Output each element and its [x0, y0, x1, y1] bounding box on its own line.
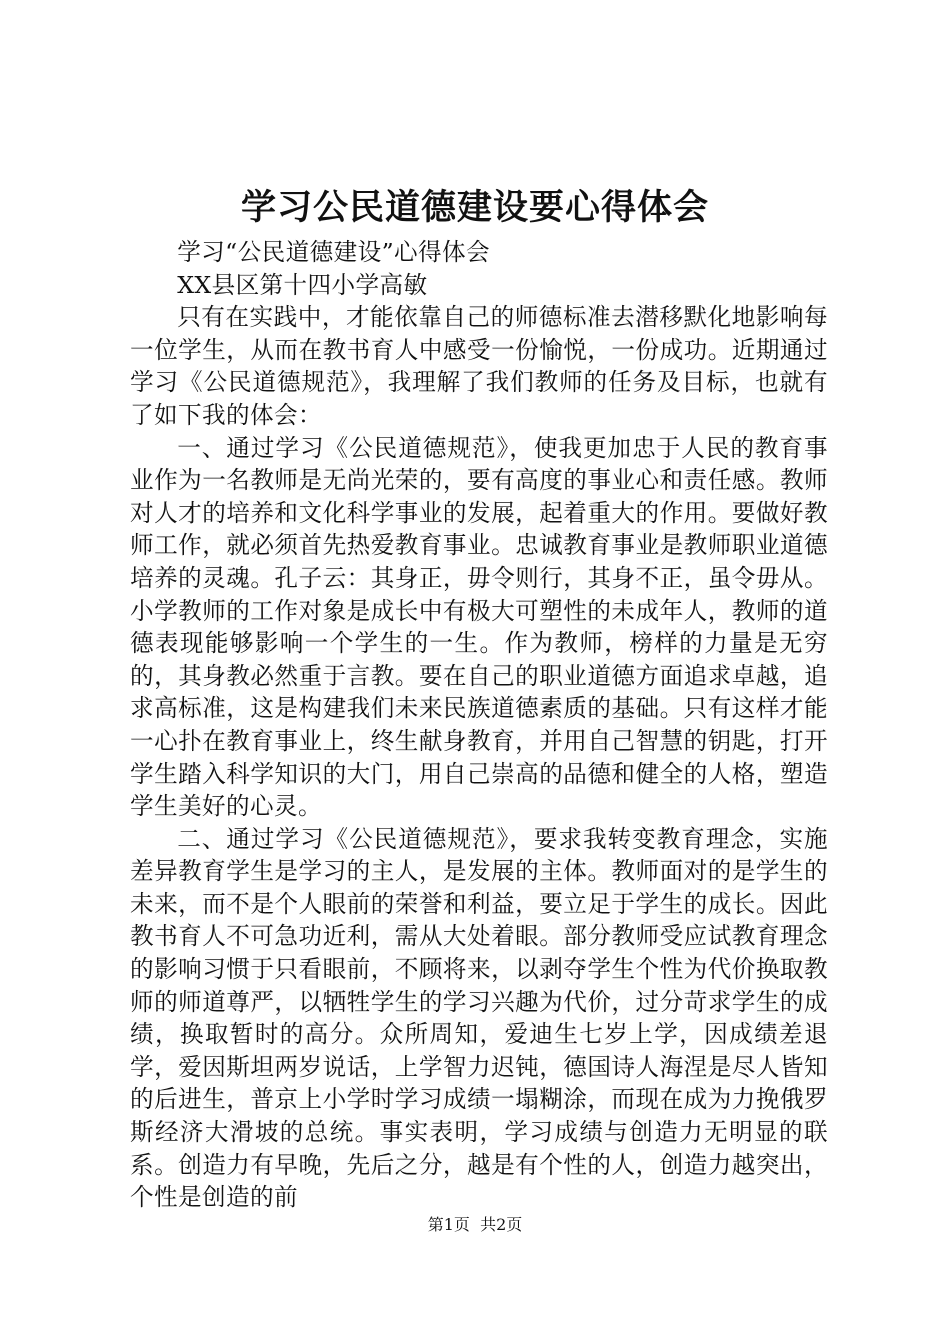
page-number: 第1页 — [427, 1215, 470, 1234]
body-paragraph: 只有在实践中，才能依靠自己的师德标准去潜移默化地影响每一位学生，从而在教书育人中感受一份愉悦，一份成功。近期通过学习《公民道德规范》，我理解了我们教师的任务及目标，也就有了如下我的体会： — [130, 303, 828, 429]
footer-separator — [470, 1215, 480, 1234]
document-title: 学习公民道德建设要心得体会 — [240, 187, 709, 228]
author-line: XX县区第十四小学高敏 — [177, 270, 428, 299]
subtitle-line: 学习“公民道德建设”心得体会 — [177, 238, 491, 266]
body-paragraph: 一、通过学习《公民道德规范》，使我更加忠于人民的教育事业作为一名教师是无尚光荣的，要有高度的事业心和责任感。教师对人才的培养和文化科学事业的发展，起着重大的作用。要做好教师工作，就必须首先热爱教育事业。忠诚教育事业是教师职业道德培养的灵魂。孔子云：其身正，毋令则行，其身不正，虽令毋从。小学教师的工作对象是成长中有极大可塑性的未成年人，教师的道德表现能够影响一个学生的一生。作为教师，榜样的力量是无穷的，其身教必然重于言教。要在自己的职业道德方面追求卓越，追求高标准，这是构建我们未来民族道德素质的基础。只有这样才能一心扑在教育事业上，终生献身教育，并用自己智慧的钥匙，打开学生踏入科学知识的大门，用自己崇高的品德和健全的人格，塑造学生美好的心灵。 — [130, 433, 828, 821]
document-body — [130, 236, 828, 1214]
body-paragraph: 二、通过学习《公民道德规范》，要求我转变教育理念，实施差异教育学生是学习的主人，是发展的主体。教师面对的是学生的未来，而不是个人眼前的荣誉和利益，要立足于学生的成长。因此教书育人不可急功近利，需从大处着眼。部分教师受应试教育理念的影响习惯于只看眼前，不顾将来，以剥夺学生个性为代价换取教师的师道尊严，以牺牲学生的学习兴趣为代价，过分苛求学生的成绩，换取暂时的高分。众所周知，爱迪生七岁上学，因成绩差退学，爱因斯坦两岁说话，上学智力迟钝，德国诗人海涅是尽人皆知的后进生，普京上小学时学习成绩一塌糊涂，而现在成为力挽俄罗斯经济大滑坡的总统。事实表明，学习成绩与创造力无明显的联系。创造力有早晚，先后之分，越是有个性的人，创造力越突出，个性是创造的前 — [130, 824, 828, 1212]
page-footer — [0, 1213, 950, 1237]
page-total: 共2页 — [480, 1215, 523, 1234]
